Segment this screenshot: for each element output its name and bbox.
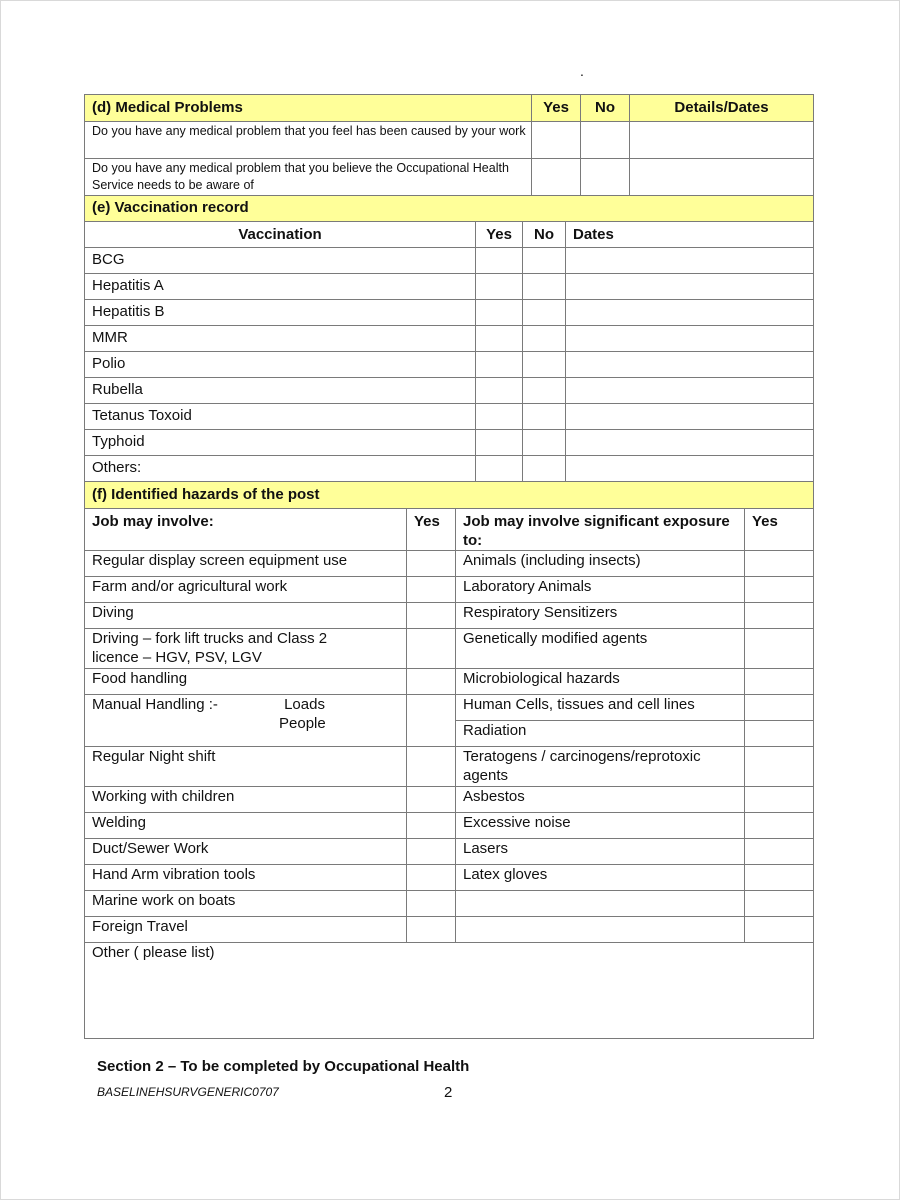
vaccination-dates-cell[interactable]: [566, 248, 814, 274]
vaccination-no-cell[interactable]: [523, 352, 566, 378]
hazard-exposure-yes-cell[interactable]: [745, 603, 814, 629]
hazard-exposure-label: Latex gloves: [456, 865, 745, 891]
hazard-job-yes-cell[interactable]: [407, 813, 456, 839]
hazard-job-label: Hand Arm vibration tools: [85, 865, 407, 891]
vaccination-no-cell[interactable]: [523, 430, 566, 456]
vaccination-dates-cell[interactable]: [566, 300, 814, 326]
section-2-heading: Section 2 – To be completed by Occupational Health: [97, 1058, 470, 1075]
medical-yes-header: Yes: [532, 95, 581, 122]
vaccination-dates-cell[interactable]: [566, 274, 814, 300]
hazard-exposure-yes-cell[interactable]: [745, 839, 814, 865]
vaccination-row-label: BCG: [85, 248, 476, 274]
hazard-exposure-yes-cell[interactable]: [745, 787, 814, 813]
hazard-exposure-label: Teratogens / carcinogens/reprotoxic agents: [456, 747, 745, 787]
vaccination-dates-cell[interactable]: [566, 430, 814, 456]
hazards-section-title: (f) Identified hazards of the post: [85, 482, 814, 509]
hazards-yes-right-header: Yes: [745, 509, 814, 551]
hazard-job-label: Diving: [85, 603, 407, 629]
hazard-job-yes-cell[interactable]: [407, 787, 456, 813]
vaccination-no-cell[interactable]: [523, 300, 566, 326]
hazard-exposure-yes-cell[interactable]: [745, 891, 814, 917]
hazard-exposure-yes-cell[interactable]: [745, 865, 814, 891]
hazard-manual-handling-label: Manual Handling :-: [92, 696, 218, 713]
vaccination-yes-cell[interactable]: [476, 456, 523, 482]
hazard-exposure-yes-cell[interactable]: [745, 747, 814, 787]
hazards-exposure-header: Job may involve significant exposure to:: [456, 509, 745, 551]
medical-answer-details[interactable]: [630, 122, 814, 159]
vaccination-no-cell[interactable]: [523, 404, 566, 430]
vaccination-row-label: Rubella: [85, 378, 476, 404]
hazard-job-yes-cell[interactable]: [407, 891, 456, 917]
medical-details-header: Details/Dates: [630, 95, 814, 122]
medical-answer-no[interactable]: [581, 122, 630, 159]
hazard-exposure-label: Radiation: [456, 721, 745, 747]
vaccination-yes-cell[interactable]: [476, 378, 523, 404]
hazard-exposure-label: Asbestos: [456, 787, 745, 813]
vaccination-dates-cell[interactable]: [566, 352, 814, 378]
document-code: BASELINEHSURVGENERIC0707: [97, 1085, 279, 1099]
hazards-job-header: Job may involve:: [85, 509, 407, 551]
vaccination-yes-cell[interactable]: [476, 248, 523, 274]
hazard-job-yes-cell[interactable]: [407, 747, 456, 787]
vaccination-no-cell[interactable]: [523, 378, 566, 404]
hazard-exposure-label: Microbiological hazards: [456, 669, 745, 695]
hazard-job-yes-cell[interactable]: [407, 669, 456, 695]
hazard-exposure-label: [456, 917, 745, 943]
medical-answer-details[interactable]: [630, 159, 814, 196]
hazard-job-yes-cell[interactable]: [407, 577, 456, 603]
hazard-job-label: Regular display screen equipment use: [85, 551, 407, 577]
vaccination-no-header: No: [523, 222, 566, 248]
vaccination-no-cell[interactable]: [523, 326, 566, 352]
vaccination-dates-cell[interactable]: [566, 326, 814, 352]
hazard-exposure-yes-cell[interactable]: [745, 813, 814, 839]
hazards-yes-left-header: Yes: [407, 509, 456, 551]
vaccination-section-title: (e) Vaccination record: [85, 196, 814, 222]
vaccination-dates-cell[interactable]: [566, 378, 814, 404]
vaccination-yes-cell[interactable]: [476, 404, 523, 430]
hazard-job-yes-cell[interactable]: [407, 865, 456, 891]
hazard-exposure-yes-cell[interactable]: [745, 629, 814, 669]
hazard-job-label: Driving – fork lift trucks and Class 2 licence – HGV, PSV, LGV: [85, 629, 407, 669]
hazards-table: [84, 481, 814, 1039]
vaccination-row-label: Hepatitis B: [85, 300, 476, 326]
hazard-job-yes-cell[interactable]: [407, 695, 456, 747]
hazard-exposure-yes-cell[interactable]: [745, 669, 814, 695]
vaccination-yes-header: Yes: [476, 222, 523, 248]
vaccination-dates-cell[interactable]: [566, 404, 814, 430]
vaccination-yes-cell[interactable]: [476, 300, 523, 326]
hazard-exposure-label: Animals (including insects): [456, 551, 745, 577]
medical-answer-yes[interactable]: [532, 122, 581, 159]
medical-section-title: (d) Medical Problems: [85, 95, 532, 122]
hazard-job-yes-cell[interactable]: [407, 839, 456, 865]
hazard-exposure-yes-cell[interactable]: [745, 721, 814, 747]
hazard-job-yes-cell[interactable]: [407, 551, 456, 577]
medical-answer-yes[interactable]: [532, 159, 581, 196]
stray-mark: .: [580, 63, 584, 79]
hazard-job-yes-cell[interactable]: [407, 629, 456, 669]
hazard-exposure-label: Genetically modified agents: [456, 629, 745, 669]
hazard-job-label: Working with children: [85, 787, 407, 813]
vaccination-row-label: Typhoid: [85, 430, 476, 456]
medical-answer-no[interactable]: [581, 159, 630, 196]
hazard-job-label: Food handling: [85, 669, 407, 695]
hazard-job-label: Farm and/or agricultural work: [85, 577, 407, 603]
vaccination-row-label: Hepatitis A: [85, 274, 476, 300]
hazard-manual-handling-cell: [85, 695, 407, 747]
vaccination-row-label: Polio: [85, 352, 476, 378]
vaccination-row-label: Tetanus Toxoid: [85, 404, 476, 430]
vaccination-no-cell[interactable]: [523, 248, 566, 274]
medical-no-header: No: [581, 95, 630, 122]
hazard-job-yes-cell[interactable]: [407, 917, 456, 943]
medical-question: Do you have any medical problem that you believe the Occupational Health Service needs to be aware of: [85, 159, 532, 196]
vaccination-yes-cell[interactable]: [476, 326, 523, 352]
vaccination-dates-header: Dates: [566, 222, 814, 248]
hazard-exposure-label: Excessive noise: [456, 813, 745, 839]
vaccination-yes-cell[interactable]: [476, 352, 523, 378]
vaccination-no-cell[interactable]: [523, 456, 566, 482]
medical-question: Do you have any medical problem that you feel has been caused by your work: [85, 122, 532, 159]
vaccination-name-header: Vaccination: [85, 222, 476, 248]
hazard-exposure-yes-cell[interactable]: [745, 695, 814, 721]
hazard-manual-handling-people: People: [279, 715, 326, 732]
hazard-job-yes-cell[interactable]: [407, 603, 456, 629]
hazard-exposure-label: Respiratory Sensitizers: [456, 603, 745, 629]
vaccination-row-label: MMR: [85, 326, 476, 352]
vaccination-dates-cell[interactable]: [566, 456, 814, 482]
vaccination-no-cell[interactable]: [523, 274, 566, 300]
vaccination-table: [84, 195, 814, 482]
hazard-exposure-label: Laboratory Animals: [456, 577, 745, 603]
hazard-exposure-label: [456, 891, 745, 917]
hazards-other-field[interactable]: Other ( please list): [85, 943, 814, 1039]
hazard-exposure-label: Human Cells, tissues and cell lines: [456, 695, 745, 721]
medical-problems-table: [84, 94, 814, 196]
hazard-exposure-label: Lasers: [456, 839, 745, 865]
vaccination-yes-cell[interactable]: [476, 274, 523, 300]
hazard-job-label: Marine work on boats: [85, 891, 407, 917]
page-number: 2: [444, 1084, 453, 1101]
vaccination-row-label: Others:: [85, 456, 476, 482]
hazard-manual-handling-loads: Loads: [284, 696, 325, 713]
hazard-exposure-yes-cell[interactable]: [745, 917, 814, 943]
vaccination-yes-cell[interactable]: [476, 430, 523, 456]
hazard-job-label: Foreign Travel: [85, 917, 407, 943]
hazard-job-label: Duct/Sewer Work: [85, 839, 407, 865]
hazard-exposure-yes-cell[interactable]: [745, 577, 814, 603]
hazard-job-label: Regular Night shift: [85, 747, 407, 787]
hazard-job-label: Welding: [85, 813, 407, 839]
hazard-exposure-yes-cell[interactable]: [745, 551, 814, 577]
